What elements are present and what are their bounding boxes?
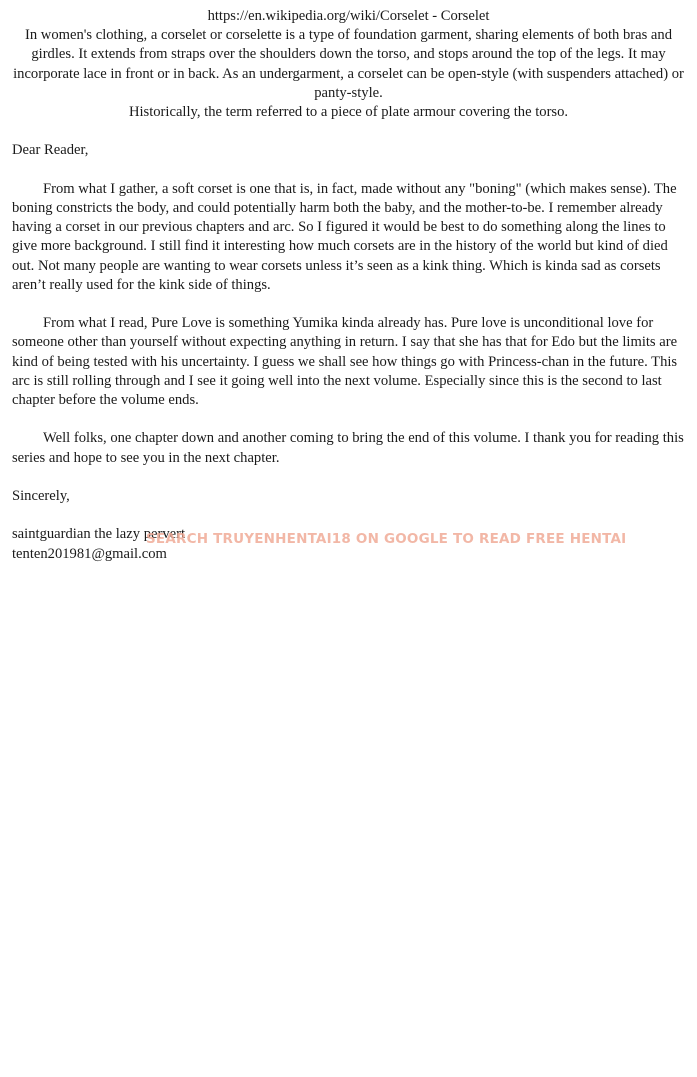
letter-paragraph: From what I read, Pure Love is something Yumika kinda already has. Pure love is unconditional love for someone other than yourself without expecting anything in return. I say that she has that for Edo but the limits are kind of being tested with his uncertainty. I guess we shall see how things go with Princess-chan in the future. This arc is still rolling through and I see it going well into the next volume. Especially since this is the second to last chapter before the volume ends. xyxy=(12,315,678,409)
spacer xyxy=(12,295,685,314)
source-line: https://en.wikipedia.org/wiki/Corselet - Corselet xyxy=(207,8,490,24)
document-header xyxy=(12,7,685,122)
watermark-text: SEARCH TRUYENHENTAI18 ON GOOGLE TO READ FREE HENTAI xyxy=(146,531,627,547)
signature-name: saintguardian the lazy pervert xyxy=(12,526,186,543)
history-line: Historically, the term referred to a piece of plate armour covering the torso. xyxy=(128,104,569,121)
spacer xyxy=(12,161,685,180)
definition-paragraph: In women's clothing, a corselet or corselette is a type of foundation garment, sharing elements of both bras and girdles. It extends from straps over the shoulders down the torso, and stops around the top of the legs. It may incorporate lace in front or in back. As an undergarment, a corselet can be open-style (with suspenders attached) or panty-style. xyxy=(13,27,684,101)
signature-email: tenten201981@gmail.com xyxy=(12,545,167,562)
spacer xyxy=(12,122,685,141)
closing: Sincerely, xyxy=(12,488,70,504)
greeting: Dear Reader, xyxy=(12,142,89,159)
spacer xyxy=(12,410,685,429)
spacer xyxy=(12,468,685,487)
document-page xyxy=(12,7,685,564)
letter-paragraph: Well folks, one chapter down and another coming to bring the end of this volume. I thank you for reading this series and hope to see you in the next chapter. xyxy=(12,430,684,466)
letter-body xyxy=(12,141,685,563)
spacer xyxy=(12,506,685,525)
letter-paragraph: From what I gather, a soft corset is one that is, in fact, made without any "boning" (which makes sense). The boning constricts the body, and could potentially harm both the baby, and the mother-to-be. I remember already having a corset in our previous chapters and arc. So I figured it would be best to do something along the lines to give more background. I still find it interesting how much corsets are in the history of the world but kind of died out. Not many people are wanting to wear corsets unless it’s seen as a kink thing. Which is kinda sad as corsets aren’t really used for the kink side of things. xyxy=(12,180,677,293)
